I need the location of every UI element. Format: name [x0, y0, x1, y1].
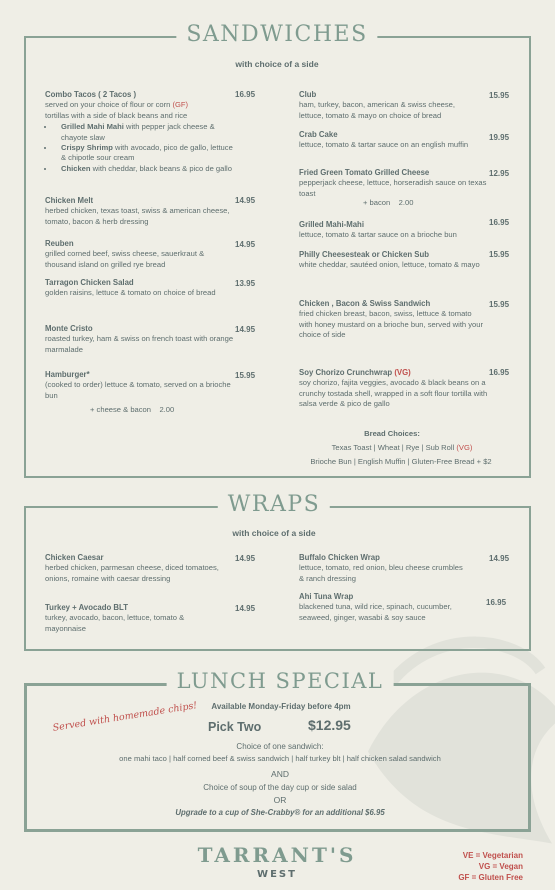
- item-price: 15.95: [489, 91, 510, 100]
- option-desc: with cheddar, black beans & pico de gallo: [90, 163, 232, 173]
- item-desc: pepperjack cheese, lettuce, horseradish sauce on texas toast: [299, 178, 487, 198]
- legend-vegetarian: VE = Vegetarian: [462, 851, 523, 860]
- item-price: 14.95: [235, 196, 256, 205]
- menu-item-tarragon-chicken-salad: [45, 278, 230, 299]
- item-desc: lettuce, tomato & tartar sauce on an english muffin: [299, 140, 469, 150]
- item-desc-text: served on your choice of flour or corn: [45, 100, 173, 110]
- item-price: 14.95: [235, 325, 256, 334]
- bread-choices-title: Bread Choices:: [364, 429, 420, 438]
- lunch-availability: Available Monday-Friday before 4pm: [211, 702, 351, 711]
- taco-option: [55, 164, 233, 174]
- sandwiches-subtitle: with choice of a side: [235, 59, 319, 69]
- item-name: Monte Cristo: [45, 324, 93, 333]
- item-name: Chicken , Bacon & Swiss Sandwich: [299, 299, 431, 308]
- item-price: 15.95: [489, 250, 510, 259]
- menu-item-turkey-avocado-blt: [45, 603, 225, 634]
- menu-item-club: [299, 90, 479, 121]
- bread-choices-line-2: Brioche Bun | English Muffin | Gluten-Free Bread + $2: [310, 457, 492, 466]
- item-name-text: Soy Chorizo Crunchwrap: [299, 368, 395, 377]
- brand-sub: WEST: [257, 869, 297, 880]
- menu-item-chicken-caesar: [45, 553, 235, 584]
- option-name: Crispy Shrimp: [61, 143, 113, 153]
- item-name: Reuben: [45, 239, 74, 248]
- and-label: AND: [271, 769, 289, 779]
- menu-item-philly-cheesesteak: [299, 250, 487, 271]
- sandwich-choice-label: Choice of one sandwich:: [236, 742, 324, 751]
- item-name: Hamburger*: [45, 370, 90, 379]
- item-name: Turkey + Avocado BLT: [45, 603, 128, 612]
- menu-item-buffalo-chicken-wrap: [299, 553, 464, 584]
- lunch-special-title: LUNCH SPECIAL: [167, 669, 394, 693]
- wraps-subtitle: with choice of a side: [232, 528, 316, 538]
- item-price: 16.95: [235, 90, 256, 99]
- item-desc: herbed chicken, texas toast, swiss & american cheese, tomato, bacon & herb dressing: [45, 206, 230, 226]
- item-name: Club: [299, 90, 317, 99]
- menu-item-hamburger: [45, 370, 235, 401]
- or-label: OR: [273, 795, 287, 805]
- legend-gluten-free: GF = Gluten Free: [458, 873, 523, 882]
- item-price: 14.95: [489, 554, 510, 563]
- menu-item-combo-tacos: [45, 90, 233, 174]
- gf-tag: (GF): [172, 100, 189, 110]
- item-name: Ahi Tuna Wrap: [299, 592, 354, 601]
- option-name: Chicken: [61, 163, 91, 173]
- sandwiches-title: SANDWICHES: [176, 22, 377, 47]
- menu-item-chicken-melt: [45, 196, 235, 227]
- item-desc: lettuce, tomato & tartar sauce on a brioche bun: [299, 230, 457, 240]
- taco-options: [45, 122, 233, 174]
- item-desc: [45, 100, 233, 110]
- menu-item-grilled-mahi-mahi: [299, 220, 487, 241]
- menu-item-monte-cristo: [45, 324, 235, 355]
- lunch-price: $12.95: [308, 717, 351, 733]
- vg-tag: (VG): [394, 368, 411, 377]
- menu-item-crab-cake: [299, 130, 479, 151]
- item-name: Buffalo Chicken Wrap: [299, 553, 380, 562]
- item-desc: turkey, avocado, bacon, lettuce, tomato & mayonnaise: [45, 613, 185, 633]
- item-price: 14.95: [235, 554, 256, 563]
- menu-item-fried-green-tomato: [299, 168, 487, 199]
- item-price: 16.95: [489, 368, 510, 377]
- upgrade-note: Upgrade to a cup of She-Crabby® for an additional $6.95: [175, 808, 385, 817]
- brand-logo: TARRANT'S: [197, 843, 357, 867]
- item-desc: grilled corned beef, swiss cheese, sauerkraut & thousand island on grilled rye bread: [45, 249, 205, 269]
- item-addon: + bacon 2.00: [363, 198, 414, 207]
- item-desc: white cheddar, sautéed onion, lettuce, tomato & mayo: [299, 260, 480, 270]
- item-name: Tarragon Chicken Salad: [45, 278, 134, 287]
- diet-legend: [458, 850, 523, 883]
- item-price: 16.95: [486, 598, 507, 607]
- item-desc: herbed chicken, parmesan cheese, diced tomatoes, onions, romaine with caesar dressing: [45, 563, 219, 583]
- item-desc-2: tortillas with a side of black beans and rice: [45, 110, 188, 120]
- item-name: Grilled Mahi-Mahi: [299, 220, 364, 229]
- item-desc: ham, turkey, bacon, american & swiss cheese, lettuce, tomato & mayo on choice of bread: [299, 100, 456, 120]
- item-name: Combo Tacos ( 2 Tacos ): [45, 90, 137, 99]
- item-price: 14.95: [235, 604, 256, 613]
- menu-item-chicken-bacon-swiss: [299, 299, 485, 341]
- taco-option: [55, 122, 233, 143]
- item-desc: golden raisins, lettuce & tomato on choice of bread: [45, 288, 216, 298]
- vg-tag: (VG): [456, 443, 473, 452]
- option-desc: with pepper jack cheese & chayote slaw: [61, 122, 215, 142]
- item-price: 15.95: [489, 300, 510, 309]
- menu-item-reuben: [45, 239, 235, 270]
- sandwich-choice-options: one mahi taco | half corned beef & swiss sandwich | half turkey blt | half chicken salad sandwich: [119, 754, 441, 763]
- item-name: Chicken Melt: [45, 196, 94, 205]
- menu-item-soy-chorizo-crunchwrap: [299, 368, 489, 410]
- item-price: 15.95: [235, 371, 256, 380]
- item-desc: soy chorizo, fajita veggies, avocado & black beans on a crunchy tostada shell, wrapped in a soft flour tortilla with salsa verde & pico de gallo: [299, 378, 488, 409]
- item-price: 19.95: [489, 133, 510, 142]
- item-desc: blackened tuna, wild rice, spinach, cucumber, seaweed, ginger, wasabi & soy sauce: [299, 602, 452, 622]
- item-name: Chicken Caesar: [45, 553, 104, 562]
- item-desc: fried chicken breast, bacon, swiss, lettuce & tomato with honey mustard on a brioche bun, served with your choice of side: [299, 309, 484, 340]
- item-name: Crab Cake: [299, 130, 338, 139]
- item-price: 16.95: [489, 218, 510, 227]
- legend-vegan: VG = Vegan: [478, 862, 523, 871]
- item-name: Philly Cheesesteak or Chicken Sub: [299, 250, 429, 259]
- bread-choices-text: Texas Toast | Wheat | Rye | Sub Roll: [331, 443, 457, 452]
- option-name: Grilled Mahi Mahi: [61, 122, 124, 132]
- item-price: 12.95: [489, 169, 510, 178]
- item-name: [299, 368, 489, 378]
- homemade-chips-note: Served with homemade chips!: [52, 700, 198, 734]
- item-name: Fried Green Tomato Grilled Cheese: [299, 168, 430, 177]
- bread-choices-line-1: [332, 443, 473, 452]
- pick-two-label: Pick Two: [208, 720, 262, 734]
- wraps-title: WRAPS: [218, 492, 330, 517]
- item-desc: (cooked to order) lettuce & tomato, served on a brioche bun: [45, 380, 231, 400]
- taco-option: [55, 143, 233, 164]
- item-price: 14.95: [235, 240, 256, 249]
- item-price: 13.95: [235, 279, 256, 288]
- menu-item-ahi-tuna-wrap: [299, 592, 479, 623]
- item-desc: lettuce, tomato, red onion, bleu cheese crumbles & ranch dressing: [299, 563, 463, 583]
- item-desc: roasted turkey, ham & swiss on french toast with orange marmalade: [45, 334, 234, 354]
- side-choice-label: Choice of soup of the day cup or side salad: [203, 783, 357, 792]
- option-desc: with avocado, pico de gallo, lettuce & chipotle sour cream: [61, 143, 233, 163]
- item-addon: + cheese & bacon 2.00: [90, 405, 175, 414]
